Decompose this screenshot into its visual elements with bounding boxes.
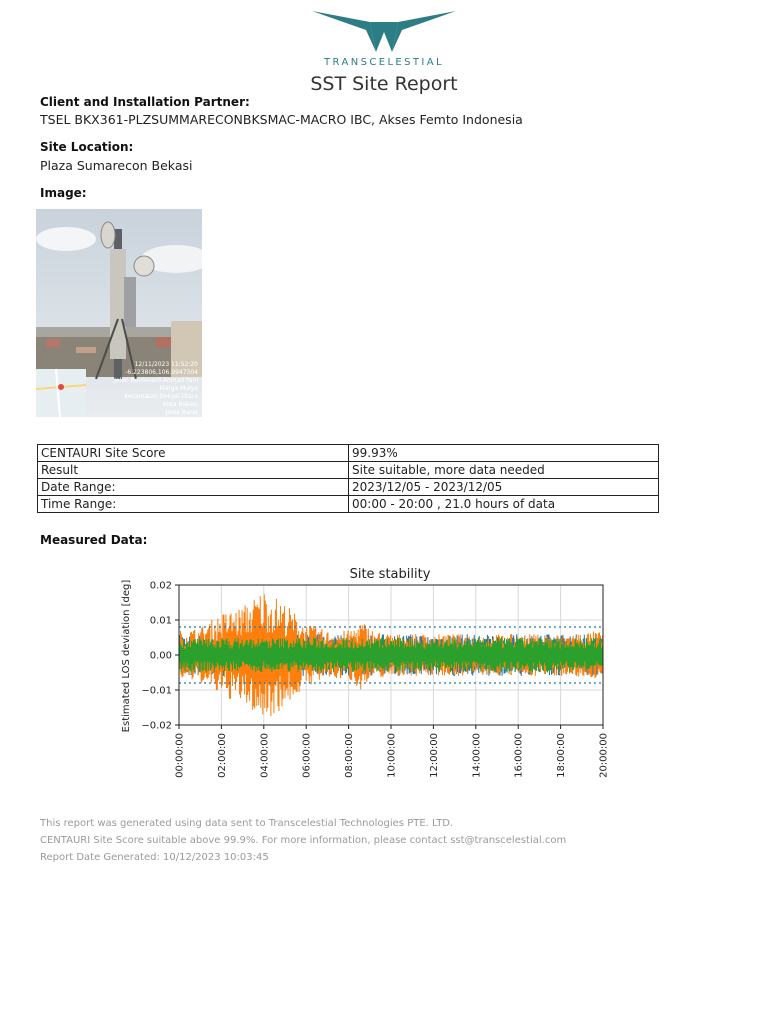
x-tick-label: 16:00:00 xyxy=(513,733,525,778)
photo-overlay-line: 12/11/2023 11:52:20 xyxy=(134,361,198,368)
table-key: Date Range: xyxy=(38,479,349,496)
table-key: Result xyxy=(38,462,349,479)
table-value: Site suitable, more data needed xyxy=(349,462,659,479)
x-tick-label: 02:00:00 xyxy=(216,733,228,778)
x-tick-label: 08:00:00 xyxy=(344,733,356,778)
x-tick-label: 06:00:00 xyxy=(301,733,313,778)
summary-table xyxy=(37,444,659,513)
table-row xyxy=(38,496,659,513)
photo-overlay-line: -6.223806,106.9947304 xyxy=(125,369,198,376)
site-photo xyxy=(36,209,202,417)
table-value: 99.93% xyxy=(349,445,659,462)
y-tick-label: −0.02 xyxy=(141,720,172,732)
x-tick-label: 14:00:00 xyxy=(471,733,483,778)
chart-title: Site stability xyxy=(349,567,431,582)
photo-overlay-line: Jalan Boulevard Ahmad Yani xyxy=(114,377,198,384)
x-tick-label: 12:00:00 xyxy=(428,733,440,778)
client-value: TSEL BKX361-PLZSUMMARECONBKSMAC-MACRO IBC, Akses Femto Indonesia xyxy=(40,112,523,127)
photo-overlay-line: Marga Mulya xyxy=(159,385,198,392)
table-key: Time Range: xyxy=(38,496,349,513)
report-title: SST Site Report xyxy=(310,73,458,95)
table-row xyxy=(38,445,659,462)
brand-name: TRANSCELESTIAL xyxy=(324,57,444,68)
table-key: CENTAURI Site Score xyxy=(38,445,349,462)
chart-ylabel: Estimated LOS deviation [deg] xyxy=(121,579,132,733)
y-tick-label: 0.00 xyxy=(149,650,172,662)
table-row xyxy=(38,462,659,479)
x-tick-label: 00:00:00 xyxy=(174,733,186,778)
x-tick-label: 20:00:00 xyxy=(598,733,610,778)
photo-overlay-line: Kecamatan Bekasi Utara xyxy=(124,393,198,400)
y-tick-label: 0.02 xyxy=(149,580,172,592)
x-tick-label: 18:00:00 xyxy=(556,733,568,778)
location-value: Plaza Sumarecon Bekasi xyxy=(40,158,193,173)
x-tick-label: 04:00:00 xyxy=(259,733,271,778)
y-tick-label: −0.01 xyxy=(141,685,172,697)
location-label: Site Location: xyxy=(40,140,134,154)
site-stability-chart xyxy=(112,560,612,785)
footer-line: CENTAURI Site Score suitable above 99.9%. For more information, please contact sst@transcelestial.com xyxy=(40,835,567,846)
photo-overlay-line: Jawa Barat xyxy=(165,409,198,416)
client-label: Client and Installation Partner: xyxy=(40,95,250,109)
measured-label: Measured Data: xyxy=(40,533,148,547)
photo-overlay-line: Kota Bekasi xyxy=(163,401,198,408)
table-value: 00:00 - 20:00 , 21.0 hours of data xyxy=(349,496,659,513)
footer-line: Report Date Generated: 10/12/2023 10:03:45 xyxy=(40,852,269,863)
x-tick-label: 10:00:00 xyxy=(386,733,398,778)
y-tick-label: 0.01 xyxy=(149,615,172,627)
table-row xyxy=(38,479,659,496)
table-value: 2023/12/05 - 2023/12/05 xyxy=(349,479,659,496)
footer-line: This report was generated using data sent to Transcelestial Technologies PTE. LTD. xyxy=(40,818,454,829)
image-label: Image: xyxy=(40,186,87,200)
